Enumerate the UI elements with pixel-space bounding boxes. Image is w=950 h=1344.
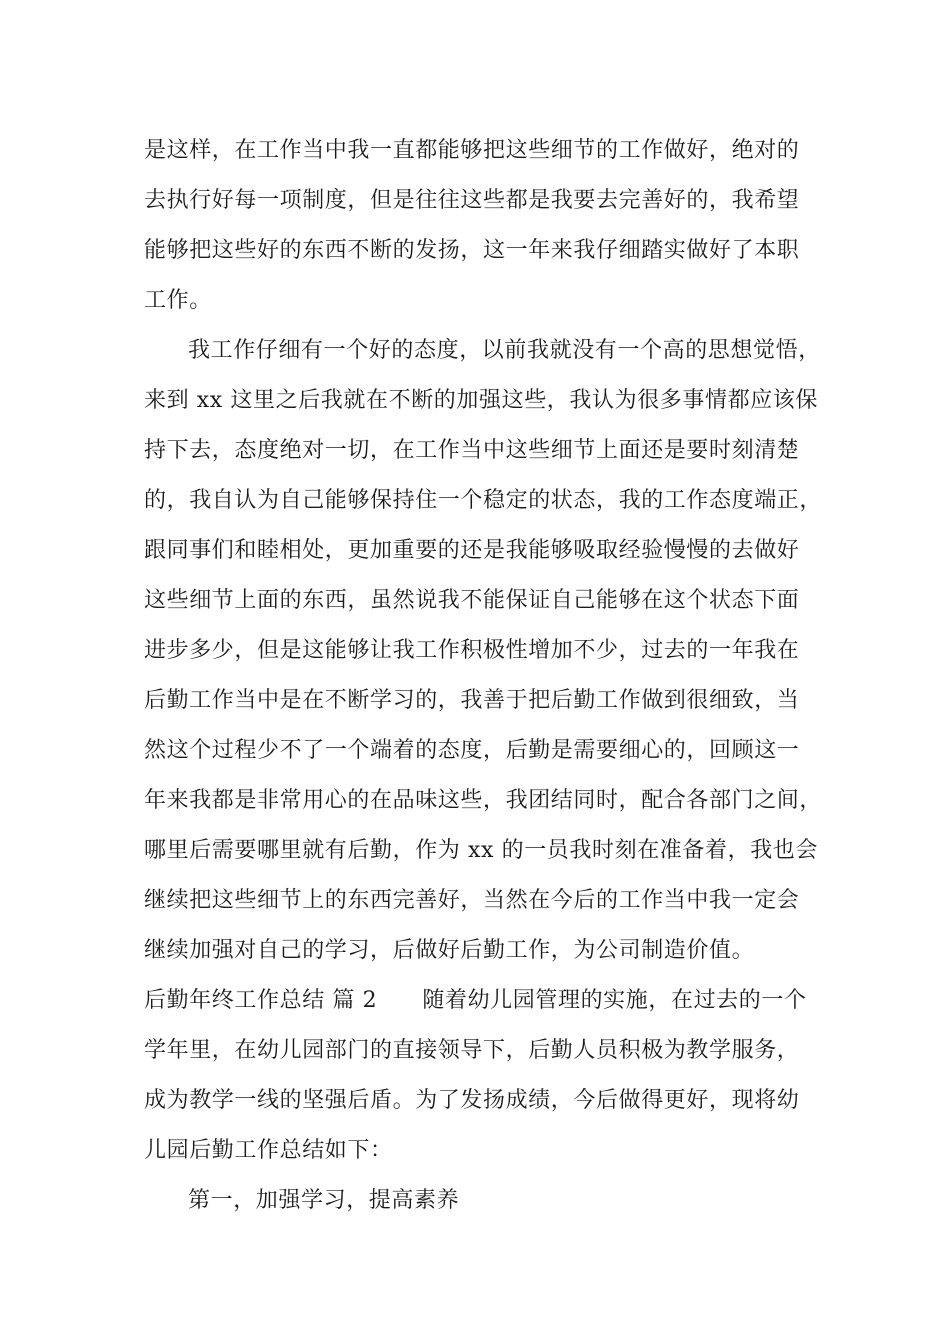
- paragraph-line-16: 继续把这些细节上的东西完善好，当然在今后的工作当中我一定会: [144, 888, 800, 913]
- paragraph-line-17: 继续加强对自己的学习，后做好后勤工作，为公司制造价值。: [144, 938, 755, 963]
- paragraph-line-11: 进步多少，但是这能够让我工作积极性增加不少，过去的一年我在: [144, 638, 800, 663]
- paragraph-line-14: 年来我都是非常用心的在品味这些，我团结同时，配合各部门之间，: [144, 788, 823, 813]
- paragraph-line-19: 学年里，在幼儿园部门的直接领导下，后勤人员积极为教学服务，: [144, 1038, 800, 1063]
- paragraph-line-20: 成为教学一线的坚强后盾。为了发扬成绩，今后做得更好，现将幼: [144, 1088, 800, 1113]
- paragraph-line-15: 哪里后需要哪里就有后勤，作为 xx 的一员我时刻在准备着，我也会: [144, 838, 819, 863]
- paragraph-line-21: 儿园后勤工作总结如下：: [144, 1138, 393, 1163]
- paragraph-line-7: 持下去，态度绝对一切，在工作当中这些细节上面还是要时刻清楚: [144, 438, 800, 463]
- paragraph-line-1: 是这样，在工作当中我一直都能够把这些细节的工作做好，绝对的: [144, 138, 800, 163]
- paragraph-line-12: 后勤工作当中是在不断学习的，我善于把后勤工作做到很细致，当: [144, 688, 800, 713]
- paragraph-line-13: 然这个过程少不了一个端着的态度，后勤是需要细心的，回顾这一: [144, 738, 800, 763]
- paragraph-line-9: 跟同事们和睦相处，更加重要的还是我能够吸取经验慢慢的去做好: [144, 538, 800, 563]
- paragraph-line-4: 工作。: [144, 288, 212, 313]
- paragraph-line-10: 这些细节上面的东西，虽然说我不能保证自己能够在这个状态下面: [144, 588, 800, 613]
- paragraph-line-6: 来到 xx 这里之后我就在不断的加强这些，我认为很多事情都应该保: [144, 388, 819, 413]
- subheading-line: 第一，加强学习，提高素养: [188, 1188, 460, 1213]
- paragraph-line-3: 能够把这些好的东西不断的发扬，这一年来我仔细踏实做好了本职: [144, 238, 800, 263]
- paragraph-line-5: 我工作仔细有一个好的态度，以前我就没有一个高的思想觉悟，: [188, 338, 821, 363]
- section-heading-line: 后勤年终工作总结 篇 2 随着幼儿园管理的实施，在过去的一个: [144, 988, 807, 1013]
- paragraph-line-8: 的，我自认为自己能够保持住一个稳定的状态，我的工作态度端正，: [144, 488, 823, 513]
- paragraph-line-2: 去执行好每一项制度，但是往往这些都是我要去完善好的，我希望: [144, 188, 800, 213]
